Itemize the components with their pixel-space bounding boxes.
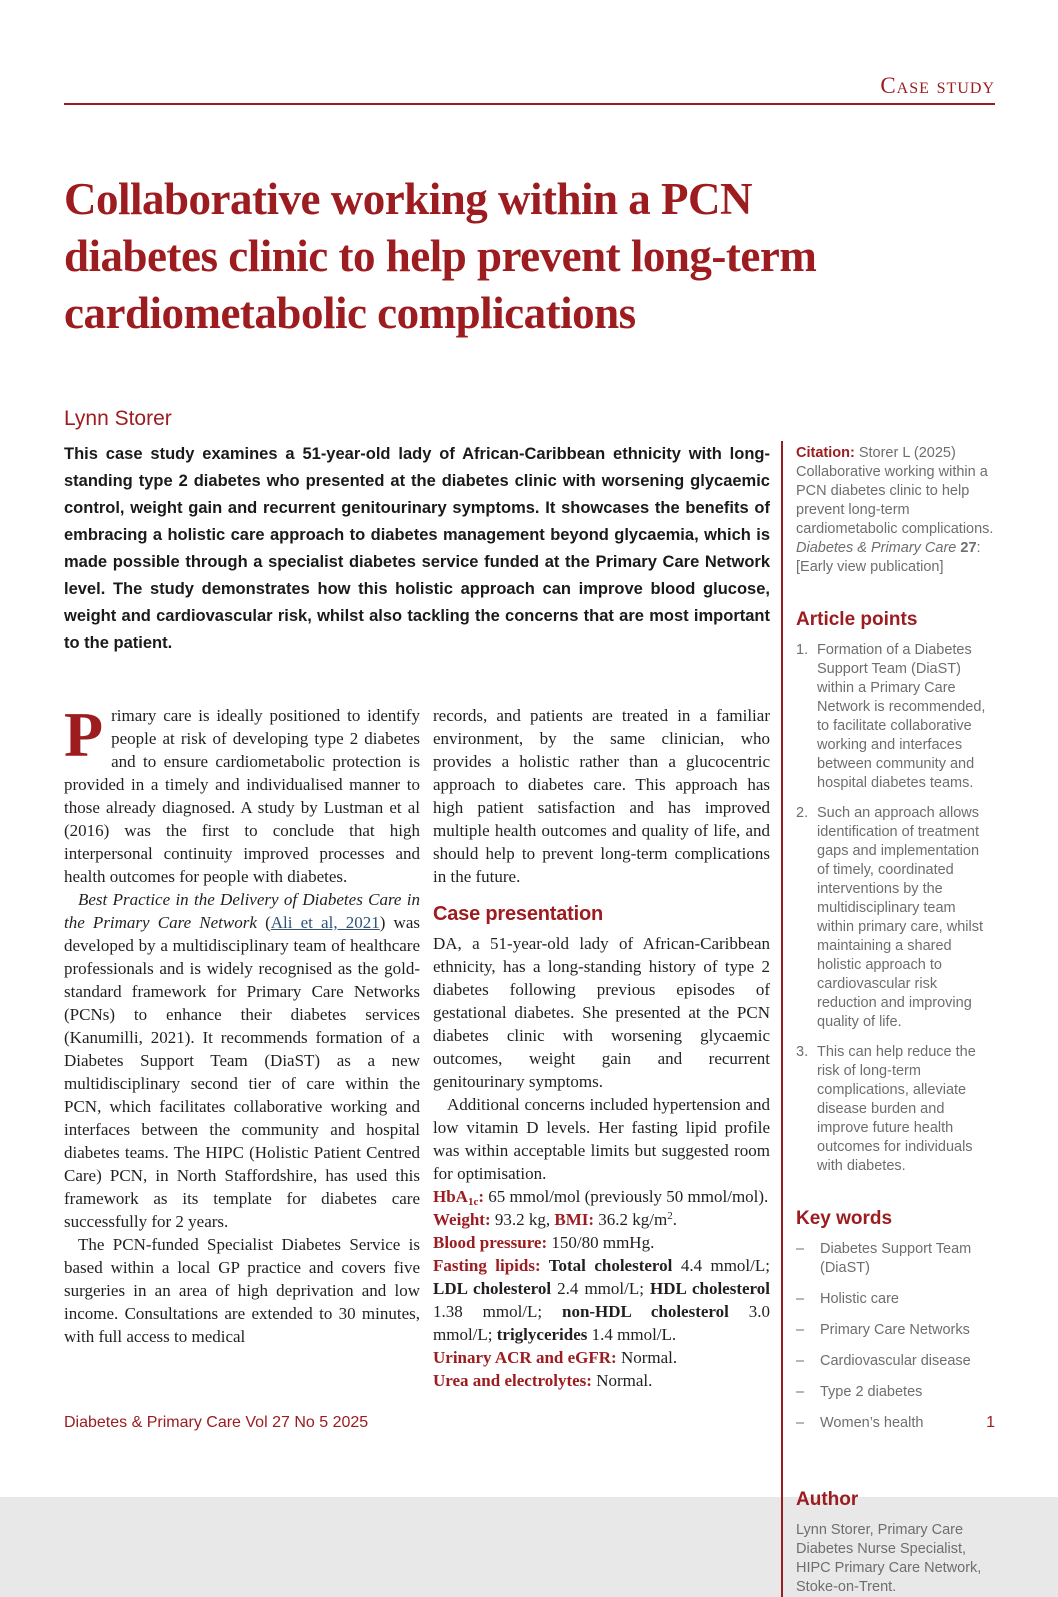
drop-cap: P xyxy=(64,699,104,770)
lab-label-bp: Blood pressure: xyxy=(433,1233,548,1252)
article-point xyxy=(796,1043,995,1176)
paragraph-intro xyxy=(64,699,420,888)
lipid-name: LDL cholesterol xyxy=(433,1279,552,1298)
keyword-item xyxy=(796,1240,995,1278)
keyword-item xyxy=(796,1383,995,1402)
lipid-value: 2.4 mmol/L; xyxy=(551,1279,651,1298)
lipid-value: 1.38 mmol/L; xyxy=(433,1302,562,1321)
author-details: Lynn Storer, Primary Care Diabetes Nurse Specialist, HIPC Primary Care Network, Stoke-on-Trent. xyxy=(796,1522,982,1595)
keyword-dash: – xyxy=(796,1384,805,1400)
lab-label-ue: Urea and electrolytes: xyxy=(433,1371,592,1390)
point-text: Such an approach allows identification of treatment gaps and implementation of timely, coordinated interventions by the multidisciplinary team within primary care, whilst maintaining a shared holistic approach to cardiovascular risk reduction and improving quality of life. xyxy=(817,805,983,1030)
abstract: This case study examines a 51-year-old lady of African-Caribbean ethnicity with long-standing type 2 diabetes who presented at the diabetes clinic with worsening glycaemic control, weight gain and recurrent genitourinary symptoms. It showcases the benefits of embracing a holistic care approach to diabetes management beyond glycaemia, which is made possible through a specialist diabetes service funded at the Primary Care Network level. The study demonstrates how this holistic approach can improve blood glucose, weight and cardiovascular risk, whilst also tackling the concerns that are most important to the patient. xyxy=(64,445,770,652)
reference-link-ali-2021[interactable]: Ali et al, 2021 xyxy=(270,913,380,932)
point-text: Formation of a Diabetes Support Team (DiaST) within a Primary Care Network is recommended, to facilitate collaborative working and interfaces between community and hospital diabetes teams. xyxy=(817,642,986,791)
article-point xyxy=(796,804,995,1032)
lab-hba1c xyxy=(433,1185,770,1208)
hba1c-subscript: 1c xyxy=(467,1196,479,1208)
keyword-item xyxy=(796,1321,995,1340)
article-points-heading: Article points xyxy=(796,609,918,630)
lipid-value: 3.0 mmol/L; xyxy=(433,1302,770,1344)
lipid-name: HDL cholesterol xyxy=(650,1279,771,1298)
lipid-value: 4.4 mmol/L; xyxy=(672,1256,770,1275)
lipid-name: Total cholesterol xyxy=(540,1256,673,1275)
column-left xyxy=(64,699,420,1392)
point-number: 1. xyxy=(796,642,809,658)
article-title-line-3: cardiometabolic complications xyxy=(64,288,636,338)
point-text: This can help reduce the risk of long-term complications, alleviate disease burden and improve future health outcomes for individuals with diabetes. xyxy=(817,1044,976,1174)
citation-text: Storer L (2025) Collaborative working within a PCN diabetes clinic to help prevent long-term cardiometabolic complications. xyxy=(796,445,994,537)
author-block xyxy=(796,1489,995,1597)
article-title-line-1: Collaborative working within a PCN xyxy=(64,174,753,224)
keyword-dash: – xyxy=(796,1322,805,1338)
citation-volume: 27 xyxy=(960,540,977,556)
header-rule xyxy=(64,103,995,105)
keyword-dash: – xyxy=(796,1241,805,1257)
body-columns xyxy=(64,699,771,1392)
lab-label-weight: Weight: xyxy=(433,1210,491,1229)
paragraph-best-practice xyxy=(64,888,420,1233)
paragraph-intro-text: rimary care is ideally positioned to identify people at risk of developing type 2 diabetes and to ensure cardiometabolic protection is provided in a timely and individualised manner to those already diagnosed. A study by Lustman et al (2016) was the first to conclude that high interpersonal continuity improved processes and health outcomes for people with diabetes. xyxy=(64,706,420,886)
keyword-text: Type 2 diabetes xyxy=(820,1384,923,1400)
citation-journal: Diabetes & Primary Care xyxy=(796,540,961,556)
article-title-line-2: diabetes clinic to help prevent long-term xyxy=(64,231,817,281)
lipid-value: 1.4 mmol/L. xyxy=(587,1325,677,1344)
column-gap xyxy=(420,704,433,1392)
paragraph-case-1: DA, a 51-year-old lady of African-Caribbean ethnicity, has a long-standing history of type 2 diabetes following previous episodes of gestational diabetes. She presented at the PCN diabetes clinic with worsening glycaemic outcomes, weight gain and recurrent genitourinary symptoms. xyxy=(433,934,770,1091)
lipid-name: triglycerides xyxy=(496,1325,588,1344)
lab-label-acr: Urinary ACR and eGFR: xyxy=(433,1348,617,1367)
paragraph-continuation: records, and patients are treated in a familiar environment, by the same clinician, who provides a holistic rather than a glucocentric approach to diabetes care. This approach has high patient satisfaction and has improved multiple health outcomes and quality of life, and should help to prevent long-term complications in the future. xyxy=(433,706,770,886)
lab-blood-pressure xyxy=(433,1231,770,1254)
footer-journal-info: Diabetes & Primary Care Vol 27 No 5 2025 xyxy=(64,1414,369,1431)
author-byline: Lynn Storer xyxy=(64,407,172,430)
page-inner xyxy=(64,0,995,1597)
lab-fasting-lipids xyxy=(433,1254,770,1346)
lipid-name: non-HDL cholesterol xyxy=(561,1302,729,1321)
lab-value-ue: Normal. xyxy=(591,1371,653,1390)
lab-value-acr: Normal. xyxy=(616,1348,678,1367)
page-footer xyxy=(64,1414,995,1432)
keyword-dash: – xyxy=(796,1353,805,1369)
keyword-item xyxy=(796,1352,995,1371)
paragraph-case-2: Additional concerns included hypertension and low vitamin D levels. Her fasting lipid profile was within acceptable limits but suggested room for optimisation. xyxy=(433,1095,770,1183)
keyword-dash: – xyxy=(796,1291,805,1307)
keyword-dash: – xyxy=(796,1415,805,1431)
article-point xyxy=(796,641,995,793)
lab-value-weight: 93.2 kg, xyxy=(490,1210,555,1229)
lab-urea-electrolytes xyxy=(433,1369,770,1392)
lab-value-bmi: 36.2 kg/m xyxy=(594,1210,668,1229)
keyword-text: Women’s health xyxy=(820,1415,924,1431)
citation-label: Citation: xyxy=(796,445,855,461)
lab-label-bmi: BMI: xyxy=(554,1210,595,1229)
key-words-heading: Key words xyxy=(796,1208,893,1229)
lab-label-hba1c: HbA$_{1c}$: xyxy=(433,1187,485,1208)
keyword-text: Cardiovascular disease xyxy=(820,1353,971,1369)
paragraph-text: ) was developed by a multidisciplinary team of healthcare professionals and is widely recognised as the gold-standard framework for Primary Care Networks (PCNs) to enhance their diabetes services (Kanumilli, 2021). It recommends formation of a Diabetes Support Team (DiaST) as a new multidisciplinary second tier of care within the PCN, which facilitates collaborative working and interfaces between the community and hospital diabetes teams. The HIPC (Holistic Patient Centred Care) PCN, in North Staffordshire, has used this framework as its template for diabetes care successfully for 2 years. xyxy=(64,913,420,1231)
author-heading: Author xyxy=(796,1489,859,1510)
lab-value-bp: 150/80 mmHg. xyxy=(547,1233,655,1252)
lab-value-bmi-end: . xyxy=(672,1210,677,1229)
point-number: 3. xyxy=(796,1044,809,1060)
case-presentation-heading: Case presentation xyxy=(433,903,603,925)
lab-weight-bmi xyxy=(433,1208,770,1231)
keyword-text: Holistic care xyxy=(820,1291,899,1307)
citation xyxy=(796,444,995,577)
section-kicker: Case study xyxy=(880,73,995,98)
keyword-text: Diabetes Support Team (DiaST) xyxy=(820,1241,972,1276)
article-title xyxy=(64,171,995,342)
lab-value-hba1c: 65 mmol/mol (previously 50 mmol/mol). xyxy=(484,1187,769,1206)
citation-rest: : [Early view publication] xyxy=(796,540,981,575)
lab-urinary-acr xyxy=(433,1346,770,1369)
footer-page-number: 1 xyxy=(986,1414,995,1431)
bmi-superscript: 2 xyxy=(667,1210,673,1222)
paragraph-pcn-service: The PCN-funded Specialist Diabetes Service is based within a local GP practice and covers five surgeries in an area of high deprivation and low income. Consultations are extended to 30 minutes, with full access to medical xyxy=(64,1235,420,1346)
keyword-text: Primary Care Networks xyxy=(820,1322,970,1338)
paragraph-text: ( xyxy=(256,913,271,932)
best-practice-title: Best Practice in the Delivery of Diabetes Care in the Primary Care Network xyxy=(64,890,420,932)
point-number: 2. xyxy=(796,805,809,821)
column-right xyxy=(433,704,770,1392)
lab-label-lipids: Fasting lipids: xyxy=(433,1256,541,1275)
keyword-item xyxy=(796,1290,995,1309)
